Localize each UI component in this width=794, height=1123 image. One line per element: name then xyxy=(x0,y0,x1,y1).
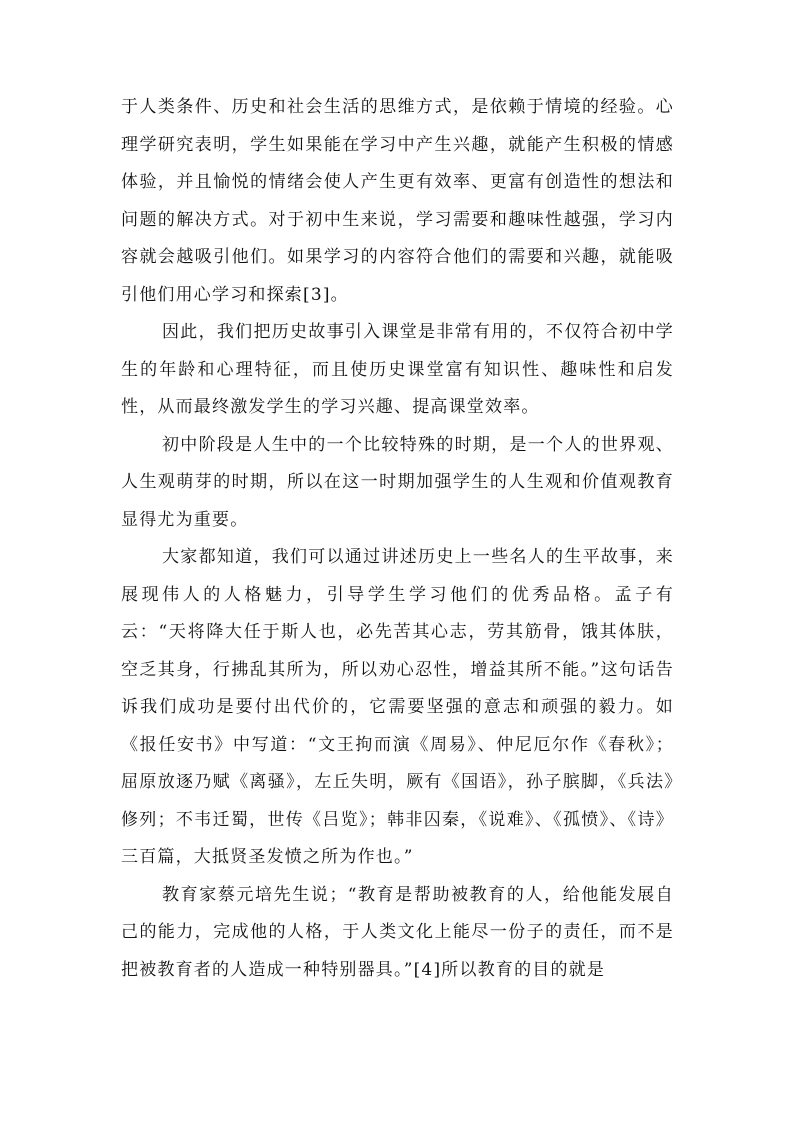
paragraph-famous-people: 大家都知道，我们可以通过讲述历史上一些名人的生平故事，来展现伟人的人格魅力，引导学生学习他们的优秀品格。孟子有云：“天将降大任于斯人也，必先苦其心志，劳其筋骨，饿其体肤，空乏其身，行拂乱其所为，所以劝心忍性，增益其所不能。”这句话告诉我们成功是要付出代价的，它需要坚强的意志和顽强的毅力。如《报任安书》中写道：“文王拘而演《周易》、仲尼厄尔作《春秋》；屈原放逐乃赋《离骚》，左丘失明，厥有《国语》，孙子膑脚，《兵法》修列；不韦迁蜀，世传《吕览》；韩非囚秦，《说难》、《孤愤》、《诗》三百篇，大抵贤圣发愤之所为作也。” xyxy=(121,547,674,867)
paragraph-history-stories: 因此，我们把历史故事引入课堂是非常有用的，不仅符合初中学生的年龄和心理特征，而且使历史课堂富有知识性、趣味性和启发性，从而最终激发学生的学习兴趣、提高课堂效率。 xyxy=(121,322,674,417)
paragraph-junior-stage: 初中阶段是人生中的一个比较特殊的时期，是一个人的世界观、人生观萌芽的时期，所以在这一时期加强学生的人生观和价值观教育显得尤为重要。 xyxy=(121,434,674,530)
paragraph-cai-yuanpei: 教育家蔡元培先生说；“教育是帮助被教育的人，给他能发展自己的能力，完成他的人格，于人类文化上能尽一份子的责任，而不是把被教育者的人造成一种特别器具。”[4]所以教育的目的就是 xyxy=(121,884,674,980)
body-text xyxy=(121,89,674,989)
paragraph-continuation: 于人类条件、历史和社会生活的思维方式，是依赖于情境的经验。心理学研究表明，学生如果能在学习中产生兴趣，就能产生积极的情感体验，并且愉悦的情绪会使人产生更有效率、更富有创造性的想法和问题的解决方式。对于初中生来说，学习需要和趣味性越强，学习内容就会越吸引他们。如果学习的内容符合他们的需要和兴趣，就能吸引他们用心学习和探索[3]。 xyxy=(121,97,674,305)
